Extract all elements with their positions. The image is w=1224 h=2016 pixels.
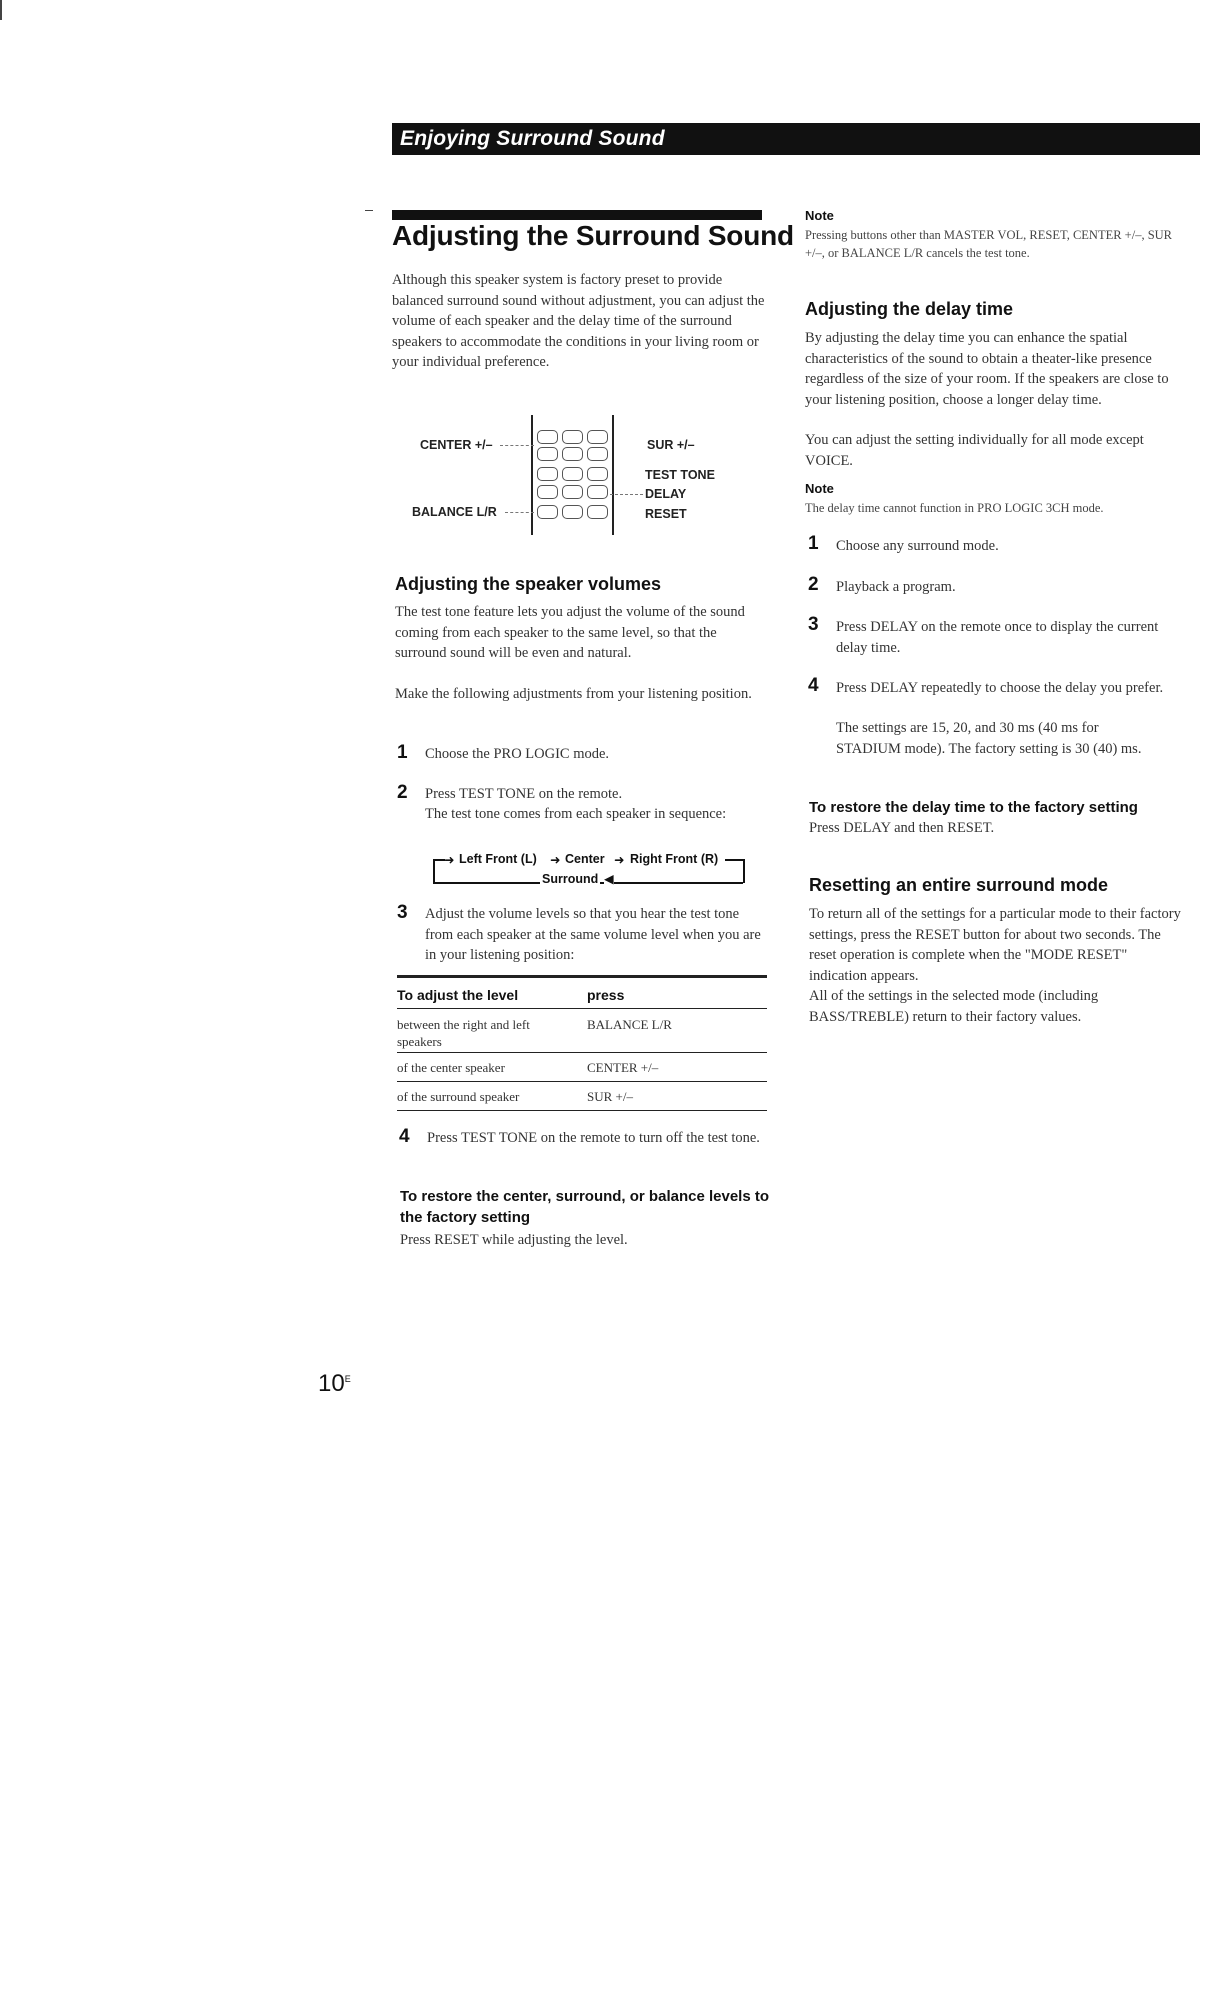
remote-button: [537, 447, 558, 461]
label-sur: SUR +/–: [647, 438, 695, 452]
page-title: Adjusting the Surround Sound: [392, 220, 794, 251]
table-cell: of the surround speaker: [397, 1089, 520, 1104]
sequence-right-front: Right Front (R): [630, 852, 719, 866]
sequence-center: Center: [565, 852, 605, 866]
step-subtext: The settings are 15, 20, and 30 ms (40 ms for STADIUM mode). The factory setting is 30 (40) ms.: [836, 720, 1142, 757]
remote-button: [587, 467, 608, 481]
remote-button: [587, 505, 608, 519]
delay-time-para1: By adjusting the delay time you can enhance the spatial characteristics of the sound to obtain a theater-like presence regardless of the size of your room. If the speakers are close to your listening position, choose a longer delay time.: [805, 330, 1169, 408]
table-header-press: press: [587, 987, 625, 1003]
step-number: 3: [397, 902, 408, 923]
remote-button: [537, 430, 558, 444]
remote-button: [587, 485, 608, 499]
speaker-volumes-heading: Adjusting the speaker volumes: [395, 574, 662, 594]
step-number: 1: [397, 742, 408, 763]
table-rule: [397, 1052, 767, 1053]
label-delay: DELAY: [645, 487, 687, 501]
restore-delay-heading: To restore the delay time to the factory setting: [809, 799, 1138, 816]
section-header-title: Enjoying Surround Sound: [400, 127, 665, 150]
page-number-value: 10: [318, 1370, 345, 1397]
step-number: 4: [808, 675, 819, 696]
note-label: Note: [805, 481, 834, 496]
table-cell: BALANCE L/R: [587, 1017, 672, 1032]
speaker-volumes-para2: Make the following adjustments from your listening position.: [395, 686, 752, 702]
remote-button: [562, 505, 583, 519]
step-text: Press DELAY on the remote once to display the current delay time.: [836, 619, 1159, 656]
sequence-arrow-icon: ➜: [550, 853, 561, 867]
reset-mode-para1: To return all of the settings for a particular mode to their factory settings, press the RESET button for about two seconds. The reset operation is complete when the "MODE RESET" indication appears.: [809, 906, 1181, 984]
step-number: 2: [808, 574, 819, 595]
step-subtext: The test tone comes from each speaker in sequence:: [425, 806, 727, 822]
sequence-arrow-icon: ◀: [604, 872, 614, 886]
remote-outline-right: [612, 415, 614, 535]
table-cell: CENTER +/–: [587, 1060, 659, 1075]
step-text: Choose any surround mode.: [836, 538, 999, 554]
remote-button: [537, 467, 558, 481]
table-rule: [397, 1081, 767, 1082]
title-rule: [392, 210, 762, 220]
label-balance: BALANCE L/R: [412, 505, 497, 519]
table-top-rule: [397, 975, 767, 978]
leader-line-delay: [610, 494, 643, 496]
table-rule: [397, 1008, 767, 1009]
remote-button: [562, 467, 583, 481]
note-text: The delay time cannot function in PRO LOGIC 3CH mode.: [805, 501, 1104, 515]
table-bottom-rule: [397, 1110, 767, 1111]
remote-button: [562, 485, 583, 499]
step-number: 4: [399, 1126, 410, 1147]
table-header-level: To adjust the level: [397, 987, 519, 1003]
label-center: CENTER +/–: [420, 438, 493, 452]
step-text: Choose the PRO LOGIC mode.: [425, 746, 610, 762]
sequence-arrow-icon: ➜: [444, 853, 455, 867]
remote-button: [562, 430, 583, 444]
table-cell: of the center speaker: [397, 1060, 505, 1075]
remote-button: [537, 505, 558, 519]
restore-levels-text: Press RESET while adjusting the level.: [400, 1232, 628, 1248]
step-text: Adjust the volume levels so that you hear the test tone from each speaker at the same volume level when you are in your listening position:: [425, 906, 761, 963]
table-cell: SUR +/–: [587, 1089, 633, 1104]
speaker-volumes-para1: The test tone feature lets you adjust the volume of the sound coming from each speaker to the same level, so that the surround sound will be even and natural.: [395, 604, 745, 661]
step-text: Playback a program.: [836, 579, 956, 595]
remote-button: [537, 485, 558, 499]
page-number-suffix: E: [344, 1374, 351, 1384]
step-text: Press TEST TONE on the remote.: [425, 786, 623, 802]
step-number: 1: [808, 533, 819, 554]
sequence-surround: Surround: [542, 872, 599, 886]
remote-outline-left: [531, 415, 533, 535]
scan-mark: [0, 0, 2, 20]
leader-line-center: [500, 445, 534, 447]
remote-button: [562, 447, 583, 461]
leader-line-balance: [505, 512, 534, 514]
step-text: Press TEST TONE on the remote to turn off the test tone.: [427, 1130, 760, 1146]
restore-levels-heading: To restore the center, surround, or balance levels to the factory setting: [400, 1188, 769, 1226]
page-number: [318, 1370, 351, 1398]
table-cell: between the right and left speakers: [397, 1017, 530, 1049]
sequence-top-right-line: [725, 859, 743, 861]
label-reset: RESET: [645, 507, 687, 521]
sequence-left-front: Left Front (L): [459, 852, 537, 866]
scan-mark: [365, 210, 373, 211]
note-label: Note: [805, 208, 834, 223]
delay-time-heading: Adjusting the delay time: [805, 299, 1014, 319]
reset-mode-heading: Resetting an entire surround mode: [809, 875, 1109, 895]
remote-button: [587, 430, 608, 444]
intro-paragraph: Although this speaker system is factory preset to provide balanced surround sound without adjustment, you can adjust the volume of each speaker and the delay time of the surround speakers to accommodate the conditions in your living room or your individual preference.: [392, 272, 765, 370]
remote-button: [587, 447, 608, 461]
step-text: Press DELAY repeatedly to choose the delay you prefer.: [836, 680, 1164, 696]
step-number: 2: [397, 782, 408, 803]
sequence-arrow-icon: ➜: [614, 853, 625, 867]
label-test-tone: TEST TONE: [645, 468, 715, 482]
reset-mode-para2: All of the settings in the selected mode (including BASS/TREBLE) return to their factory values.: [809, 988, 1099, 1025]
delay-time-para2: You can adjust the setting individually for all mode except VOICE.: [805, 432, 1144, 469]
note-text: Pressing buttons other than MASTER VOL, RESET, CENTER +/–, SUR +/–, or BALANCE L/R cancels the test tone.: [805, 228, 1173, 260]
step-number: 3: [808, 614, 819, 635]
restore-delay-text: Press DELAY and then RESET.: [809, 820, 995, 836]
